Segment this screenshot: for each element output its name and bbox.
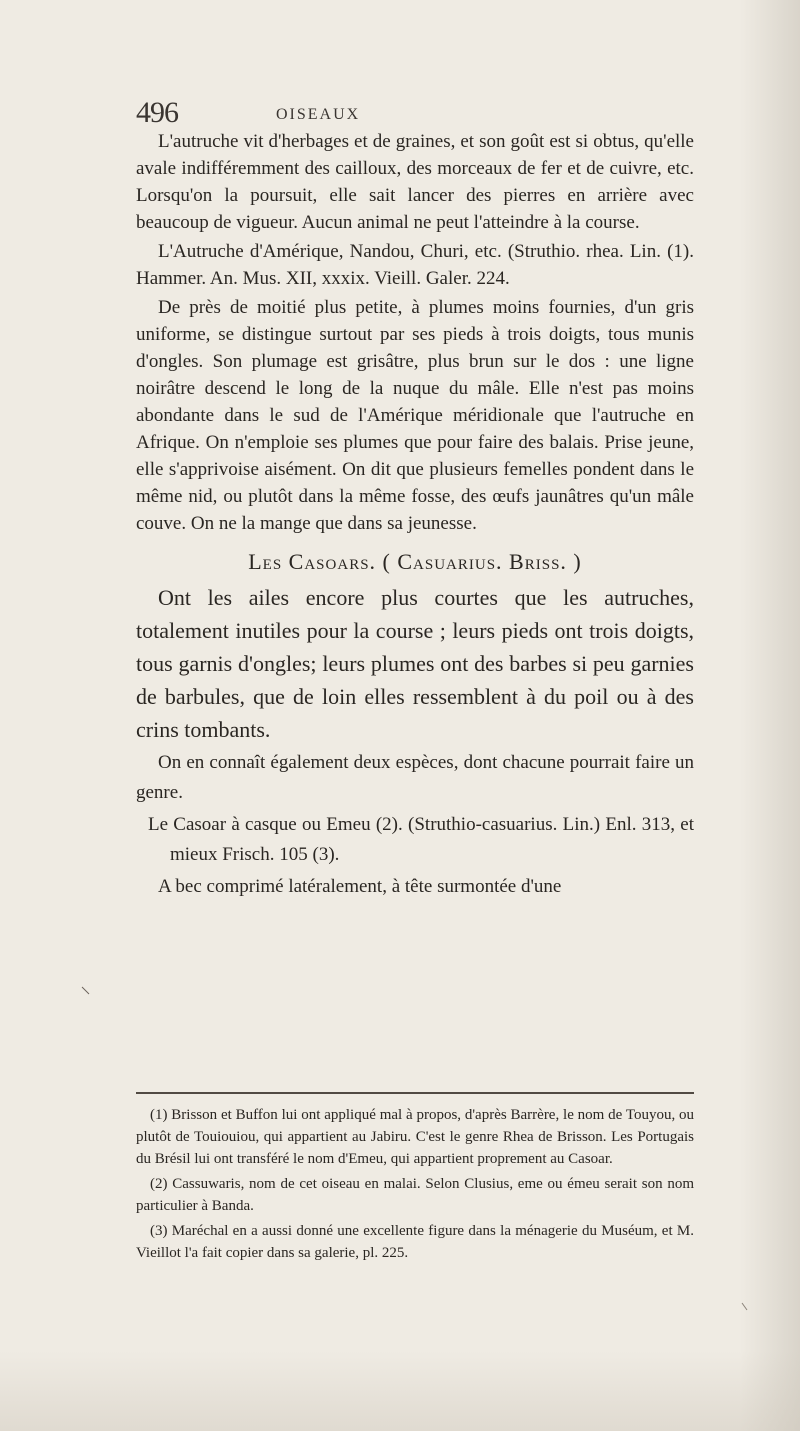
page-header [136, 96, 696, 129]
paragraph-casoars-species: On en connaît également deux espèces, dont chacune pourrait faire un genre. [136, 752, 694, 803]
stray-mark-icon [740, 1302, 750, 1312]
footnote-rule [136, 1092, 694, 1094]
paragraph-casoar-a-casque: Le Casoar à casque ou Emeu (2). (Struthio-casuarius. Lin.) Enl. 313, et mieux Frisch. 105 (3). [148, 814, 694, 865]
footnote-1: (1) Brisson et Buffon lui ont appliqué mal à propos, d'après Barrère, le nom de Touyou, ou plutôt de Touiouiou, qui appartient au Jabiru. C'est le genre Rhea de Brisson. Les Portugais du Brésil lui ont transféré le nom d'Emeu, qui appartient proprement au Casoar. [136, 1107, 694, 1167]
footnote-2: (2) Cassuwaris, nom de cet oiseau en malai. Selon Clusius, eme ou émeu serait son nom particulier à Banda. [136, 1176, 694, 1214]
paragraph-casoar-beak: A bec comprimé latéralement, à tête surmontée d'une [158, 876, 562, 897]
footnotes [136, 1104, 694, 1267]
page-edge-shadow [740, 0, 800, 1431]
footnote-3: (3) Maréchal en a aussi donné une excellente figure dans la ménagerie du Muséum, et M. Vieillot l'a fait copier dans sa galerie, pl. 225. [136, 1223, 694, 1261]
running-head: OISEAUX [276, 106, 361, 123]
page-bottom-shadow [0, 1351, 800, 1431]
paragraph-autruche-diet: L'autruche vit d'herbages et de graines, et son goût est si obtus, qu'elle avale indifféremment des cailloux, des morceaux de fer et de cuivre, etc. Lorsqu'on la poursuit, elle sait lancer des pierres en arrière avec beaucoup de vigueur. Aucun animal ne peut l'atteindre à la course. [136, 131, 694, 233]
main-text [136, 128, 694, 902]
page-number: 496 [136, 96, 178, 129]
stray-mark-icon [81, 986, 91, 996]
paragraph-nandou-description: De près de moitié plus petite, à plumes moins fournies, d'un gris uniforme, se distingue surtout par ses pieds à trois doigts, tous munis d'ongles. Son plumage est grisâtre, plus brun sur le dos : une ligne noirâtre descend le long de la nuque du mâle. Elle n'est pas moins abondante dans le sud de l'Amérique méridionale que l'autruche en Afrique. On n'emploie ses plumes que pour faire des balais. Prise jeune, elle s'apprivoise aisément. On dit que plusieurs femelles pondent dans le même nid, ou plutôt dans la même fosse, des œufs jaunâtres qu'un mâle couve. On ne la mange que dans sa jeunesse. [136, 297, 694, 534]
paragraph-casoars-description: Ont les ailes encore plus courtes que les autruches, totalement inutiles pour la course ; leurs pieds ont trois doigts, tous garnis d'ongles; leurs plumes ont des barbes si peu garnies de barbules, que de loin elles ressemblent à du poil ou à des crins tombants. [136, 585, 694, 742]
paragraph-nandou-entry: L'Autruche d'Amérique, Nandou, Churi, etc. (Struthio. rhea. Lin. (1). Hammer. An. Mus. XII, xxxix. Vieill. Galer. 224. [136, 241, 694, 289]
section-title-casoars: Les Casoars. ( Casuarius. Briss. ) [248, 549, 582, 574]
